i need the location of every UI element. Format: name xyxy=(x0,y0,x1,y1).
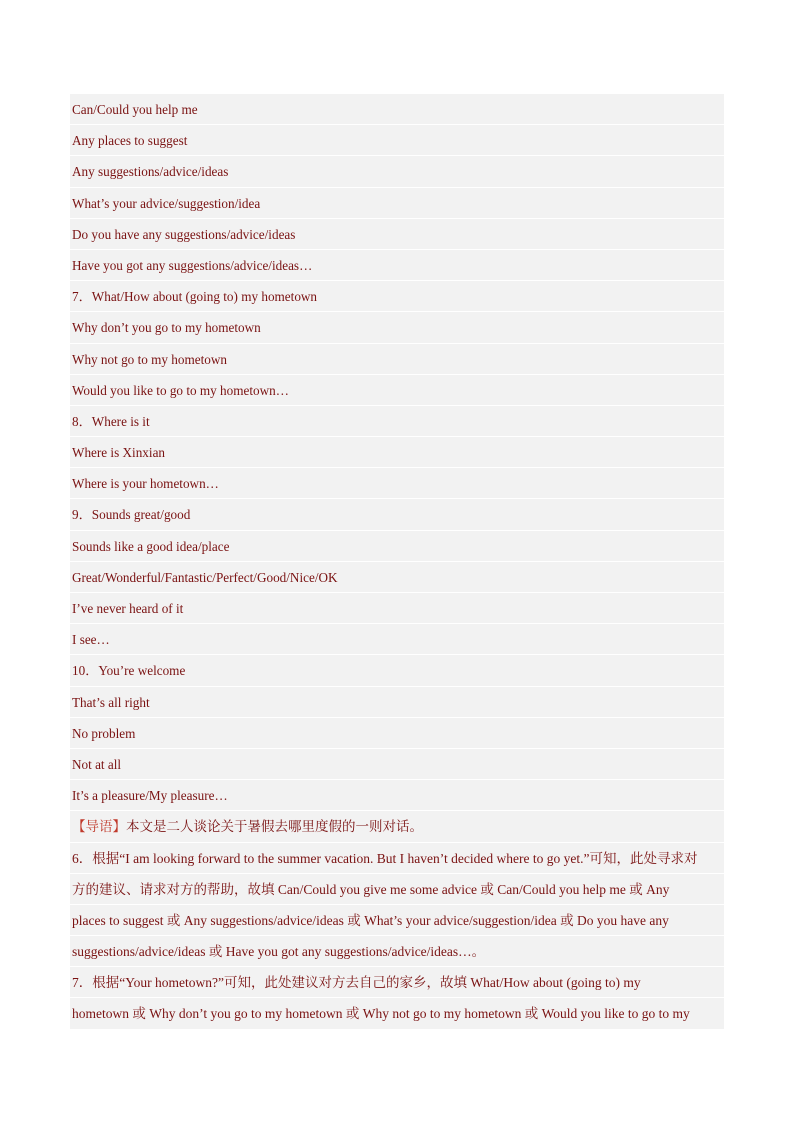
explanation-line: suggestions/advice/ideas 或 Have you got any suggestions/advice/ideas…。 xyxy=(70,936,724,967)
explanation-line: 6．根据“I am looking forward to the summer vacation. But I haven’t decided where to go yet.”可知，此处寻求对 xyxy=(70,843,724,874)
text-line: Not at all xyxy=(70,749,724,780)
text-line: Where is Xinxian xyxy=(70,437,724,468)
text-line: That’s all right xyxy=(70,687,724,718)
text-line: Do you have any suggestions/advice/ideas xyxy=(70,219,724,250)
explanation-line: places to suggest 或 Any suggestions/advice/ideas 或 What’s your advice/suggestion/idea 或 Do you have any xyxy=(70,905,724,936)
guide-tag: 【导语】 xyxy=(72,819,126,835)
guide-line xyxy=(70,811,724,842)
text-line: Sounds like a good idea/place xyxy=(70,531,724,562)
text-line: 8．Where is it xyxy=(70,406,724,437)
text-line: It’s a pleasure/My pleasure… xyxy=(70,780,724,811)
text-line: No problem xyxy=(70,718,724,749)
guide-text: 本文是二人谈论关于暑假去哪里度假的一则对话。 xyxy=(126,819,423,835)
text-line: Any suggestions/advice/ideas xyxy=(70,156,724,187)
text-line: What’s your advice/suggestion/idea xyxy=(70,188,724,219)
explanation-line: 方的建议、请求对方的帮助，故填 Can/Could you give me some advice 或 Can/Could you help me 或 Any xyxy=(70,874,724,905)
text-line: I’ve never heard of it xyxy=(70,593,724,624)
text-line: Where is your hometown… xyxy=(70,468,724,499)
text-line: Why not go to my hometown xyxy=(70,344,724,375)
explanation-line: hometown 或 Why don’t you go to my hometown 或 Why not go to my hometown 或 Would you like to go to my xyxy=(70,998,724,1029)
text-line: 9．Sounds great/good xyxy=(70,499,724,530)
explanation-line: 7．根据“Your hometown?”可知，此处建议对方去自己的家乡，故填 What/How about (going to) my xyxy=(70,967,724,998)
text-line: Any places to suggest xyxy=(70,125,724,156)
text-line: 7．What/How about (going to) my hometown xyxy=(70,281,724,312)
text-line: Can/Could you help me xyxy=(70,94,724,125)
text-line: Would you like to go to my hometown… xyxy=(70,375,724,406)
text-line: Why don’t you go to my hometown xyxy=(70,312,724,343)
text-line: 10．You’re welcome xyxy=(70,655,724,686)
text-line: Have you got any suggestions/advice/ideas… xyxy=(70,250,724,281)
document-body xyxy=(70,94,724,1030)
text-line: I see… xyxy=(70,624,724,655)
text-line: Great/Wonderful/Fantastic/Perfect/Good/Nice/OK xyxy=(70,562,724,593)
